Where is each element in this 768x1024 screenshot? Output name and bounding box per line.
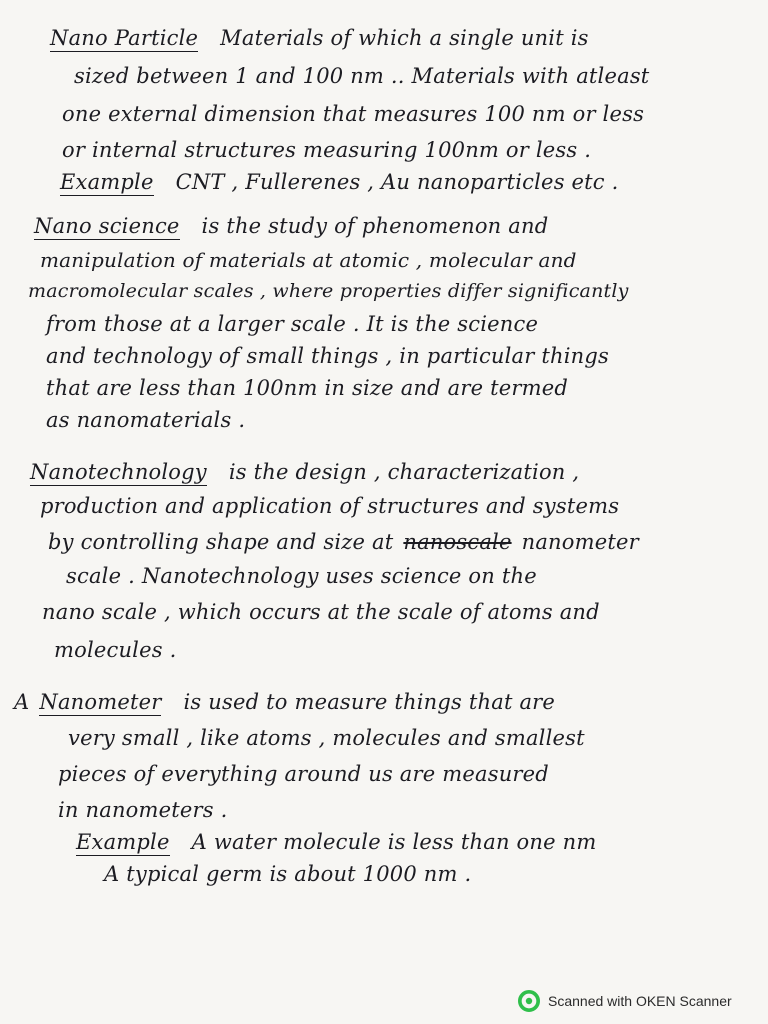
definition-line: scale . Nanotechnology uses science on the bbox=[66, 564, 537, 588]
definition-line: macromolecular scales , where properties differ significantly bbox=[28, 280, 629, 302]
term-nanoparticle: Nano Particle bbox=[50, 26, 199, 50]
example-label: Example bbox=[60, 170, 154, 194]
definition-line: by controlling shape and size at nanoscale nanometer bbox=[48, 530, 639, 554]
oken-scanner-logo-icon bbox=[518, 990, 540, 1012]
definition-line: Nanotechnology is the design , characterization , bbox=[30, 460, 580, 484]
definition-line: that are less than 100nm in size and are termed bbox=[46, 376, 569, 400]
definition-line: manipulation of materials at atomic , molecular and bbox=[40, 248, 577, 272]
example-line: Example CNT , Fullerenes , Au nanoparticles etc . bbox=[60, 170, 619, 194]
nanometer-prefix: A bbox=[14, 690, 30, 714]
definition-line: or internal structures measuring 100nm or less . bbox=[62, 138, 592, 162]
definition-line: in nanometers . bbox=[58, 798, 228, 822]
definition-line: Nano science is the study of phenomenon and bbox=[34, 214, 549, 238]
definition-line: nano scale , which occurs at the scale of atoms and bbox=[42, 600, 600, 624]
term-nanoscience: Nano science bbox=[34, 214, 180, 238]
definition-line: pieces of everything around us are measured bbox=[58, 762, 549, 786]
definition-line: very small , like atoms , molecules and smallest bbox=[68, 726, 585, 750]
struck-word: nanoscale bbox=[403, 530, 512, 554]
definition-line: Nano Particle Materials of which a single unit is bbox=[50, 26, 589, 50]
definition-line: production and application of structures and systems bbox=[40, 494, 620, 518]
definition-line: molecules . bbox=[54, 638, 177, 662]
definition-line: as nanomaterials . bbox=[46, 408, 246, 432]
example-line: A typical germ is about 1000 nm . bbox=[104, 862, 472, 886]
definition-line: one external dimension that measures 100 nm or less bbox=[62, 102, 645, 126]
definition-line: sized between 1 and 100 nm .. Materials with atleast bbox=[74, 64, 650, 88]
term-nanometer: Nanometer bbox=[39, 690, 162, 714]
definition-line: and technology of small things , in particular things bbox=[46, 344, 610, 368]
definition-line: from those at a larger scale . It is the science bbox=[46, 312, 539, 336]
example-line: Example A water molecule is less than one nm bbox=[76, 830, 597, 854]
definition-line: A Nanometer is used to measure things that are bbox=[14, 690, 556, 714]
scanner-label: Scanned with OKEN Scanner bbox=[548, 993, 732, 1009]
term-nanotechnology: Nanotechnology bbox=[30, 460, 207, 484]
example-label: Example bbox=[76, 830, 170, 854]
scanner-watermark bbox=[518, 990, 732, 1012]
